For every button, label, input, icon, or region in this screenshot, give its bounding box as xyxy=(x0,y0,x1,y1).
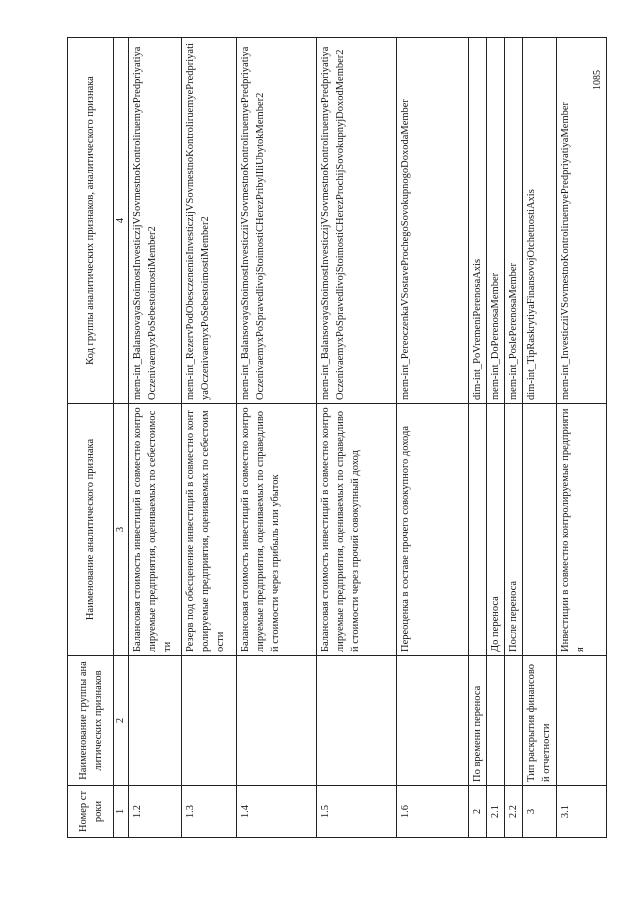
group-name: По времени переноса xyxy=(469,656,487,786)
row-number: 1.2 xyxy=(129,786,182,838)
attribute-name: Резерв под обесценение инвестиций в совместно контролируемые предприятия, оцениваемых по себестоимости xyxy=(182,404,237,656)
attribute-name: Балансовая стоимость инвестиций в совместно контролируемые предприятия, оцениваемых по справедливой стоимости через прочий совокупный доход xyxy=(317,404,397,656)
column-index: 1 xyxy=(114,786,129,838)
attribute-name: До переноса xyxy=(487,404,505,656)
attribute-code: mem-int_PoslePerenosaMember xyxy=(505,38,523,404)
group-name xyxy=(317,656,397,786)
row-number: 3 xyxy=(523,786,557,838)
attribute-code: mem-int_BalansovayaStoimostInvesticzijVSovmestnoKontroliruemyePredpriyatiyaOczenivaemyxPoSpravedlivojStoimostiCHerezProchijSovokupnyjDoxodMember2 xyxy=(317,38,397,404)
attribute-name xyxy=(469,404,487,656)
column-index: 3 xyxy=(114,404,129,656)
table-row xyxy=(557,38,607,838)
group-name xyxy=(129,656,182,786)
table-row xyxy=(505,38,523,838)
attribute-name: Балансовая стоимость инвестиций в совместно контролируемые предприятия, оцениваемых по справедливой стоимости через прибыль или убыток xyxy=(237,404,317,656)
group-name xyxy=(237,656,317,786)
header-row-number: Номер строки xyxy=(68,786,114,838)
attribute-name xyxy=(523,404,557,656)
attribute-code: dim-int_PoVremeniPerenosaAxis xyxy=(469,38,487,404)
table-row xyxy=(317,38,397,838)
group-name xyxy=(505,656,523,786)
rotated-table-container xyxy=(67,38,608,838)
header-group-name: Наименование группы аналитических признаков xyxy=(68,656,114,786)
attribute-code: mem-int_RezervPodObesczenenieInvesticzijVSovmestnoKontroliruemyePredpriyatiyaOczenivaemyxPoSebestoimostiMember2 xyxy=(182,38,237,404)
attribute-name: Инвестиции в совместно контролируемые предприятия xyxy=(557,404,607,656)
table-row xyxy=(397,38,469,838)
header-code: Код группы аналитических признаков, аналитического признака xyxy=(68,38,114,404)
page-number: 1085 xyxy=(592,70,603,90)
header-row xyxy=(68,38,114,838)
column-index: 4 xyxy=(114,38,129,404)
group-name: Тип раскрытия финансовой отчетности xyxy=(523,656,557,786)
table-row xyxy=(469,38,487,838)
header-attribute-name: Наименование аналитического признака xyxy=(68,404,114,656)
attribute-code: mem-int_InvesticziiVSovmestnoKontroliruemyePredpriyatiyaMember xyxy=(557,38,607,404)
row-number: 2.1 xyxy=(487,786,505,838)
table-row xyxy=(523,38,557,838)
attribute-code: mem-int_BalansovayaStoimostInvesticzijVSovmestnoKontroliruemyePredpriyatiyaOczenivaemyxPoSebestoimostiMember2 xyxy=(129,38,182,404)
column-index: 2 xyxy=(114,656,129,786)
row-number: 1.3 xyxy=(182,786,237,838)
row-number: 3.1 xyxy=(557,786,607,838)
group-name xyxy=(487,656,505,786)
attribute-code: mem-int_PereoczenkaVSostaveProchegoSovokupnogoDoxodaMember xyxy=(397,38,469,404)
group-name xyxy=(397,656,469,786)
table-row xyxy=(182,38,237,838)
row-number: 1.6 xyxy=(397,786,469,838)
row-number: 1.5 xyxy=(317,786,397,838)
attribute-name: После переноса xyxy=(505,404,523,656)
table-row xyxy=(237,38,317,838)
table-row xyxy=(487,38,505,838)
row-number: 1.4 xyxy=(237,786,317,838)
attribute-name: Переоценка в составе прочего совокупного дохода xyxy=(397,404,469,656)
table-row xyxy=(129,38,182,838)
row-number: 2 xyxy=(469,786,487,838)
attribute-name: Балансовая стоимость инвестиций в совместно контролируемые предприятия, оцениваемых по себестоимости xyxy=(129,404,182,656)
attributes-table xyxy=(67,37,607,838)
group-name xyxy=(182,656,237,786)
attribute-code: mem-int_BalansovayaStoimostInvesticziiVSovmestnoKontroliruemyePredpriyatiyaOczenivaemyxPoSpravedlivojStoimostiCHerezPribylIliUbytokMember2 xyxy=(237,38,317,404)
attribute-code: mem-int_DoPerenosaMember xyxy=(487,38,505,404)
column-index-row xyxy=(114,38,129,838)
row-number: 2.2 xyxy=(505,786,523,838)
group-name xyxy=(557,656,607,786)
attribute-code: dim-int_TipRaskrytiyaFinansovojOtchetnostiAxis xyxy=(523,38,557,404)
